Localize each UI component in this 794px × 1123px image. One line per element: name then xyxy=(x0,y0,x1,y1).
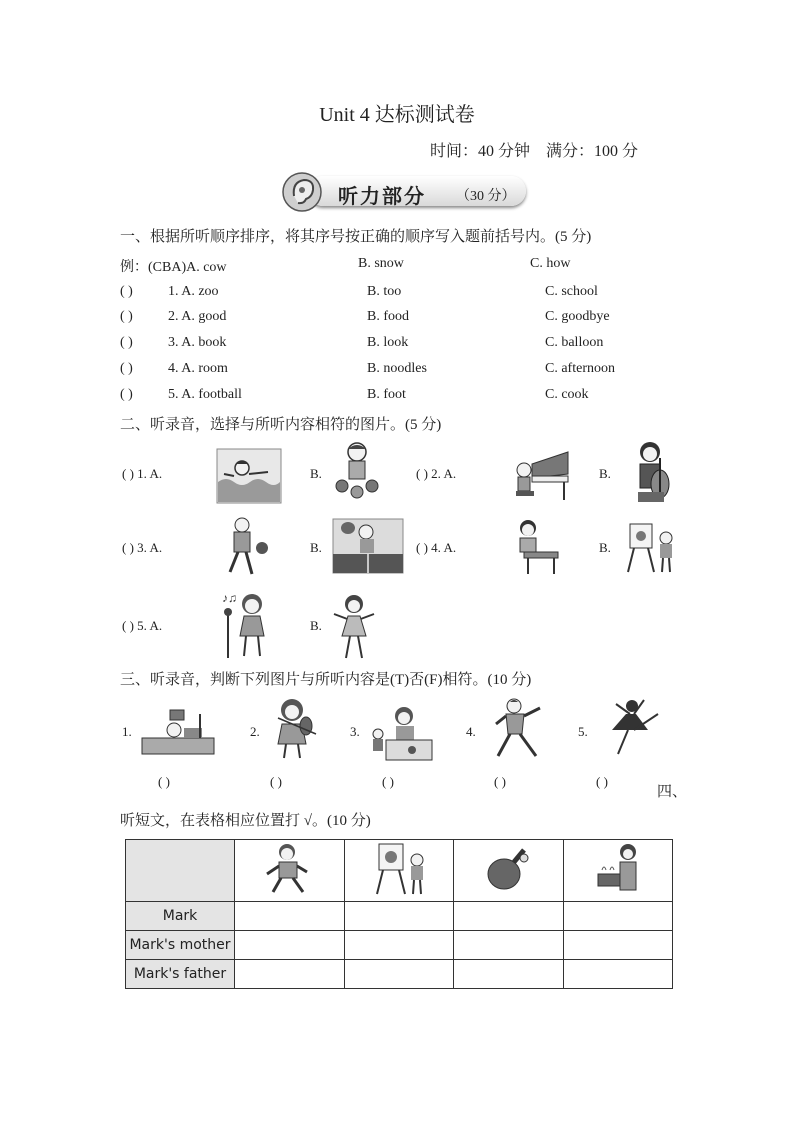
svg-text:♪♫: ♪♫ xyxy=(222,591,237,605)
basketball-picture[interactable] xyxy=(216,516,272,580)
table-cell[interactable] xyxy=(235,902,345,931)
listening-section-banner xyxy=(280,170,528,214)
table-corner xyxy=(126,840,235,902)
example-c: C. how xyxy=(530,256,571,271)
option-b: B. too xyxy=(367,284,402,299)
q4-label: ( ) 4. A. xyxy=(416,540,457,555)
kung-fu-icon xyxy=(235,840,343,896)
full-score: 满分：100 分 xyxy=(546,143,639,160)
q3-label: ( ) 3. A. xyxy=(122,540,163,555)
cooking-icon xyxy=(564,840,672,896)
q5-b-label: B. xyxy=(310,618,322,633)
q2-b-label: B. xyxy=(599,466,611,481)
option-a: 2. A. good xyxy=(168,309,227,324)
table-cell[interactable] xyxy=(235,960,345,989)
example-b: B. snow xyxy=(358,256,404,271)
header-cooking xyxy=(563,840,673,902)
time-limit: 时间：40 分钟 xyxy=(430,143,531,160)
option-b: B. food xyxy=(367,309,409,324)
answer-blank[interactable]: ( ) xyxy=(120,361,133,376)
ping-pong-paddle-icon xyxy=(454,840,562,896)
part1-instruction: 一、根据所听顺序排序，将其序号按正确的顺序写入题前括号内。(5 分) xyxy=(120,229,592,245)
singing-picture[interactable] xyxy=(218,588,274,660)
exam-meta xyxy=(430,138,638,161)
table-row xyxy=(126,931,673,960)
table-cell[interactable] xyxy=(344,902,454,931)
option-b: B. noodles xyxy=(367,361,427,376)
banner-label: 听力部分 xyxy=(338,184,426,208)
answer-blank[interactable]: ( ) xyxy=(120,284,133,299)
part4-instruction: 听短文，在表格相应位置打 √。(10 分) xyxy=(120,813,371,829)
option-c: C. balloon xyxy=(545,335,604,350)
option-a: 3. A. book xyxy=(168,335,227,350)
p3-number-2: 2. xyxy=(250,724,260,739)
table-tennis-picture[interactable] xyxy=(332,518,404,574)
cello-picture[interactable] xyxy=(630,440,674,506)
banner-points: （30 分） xyxy=(456,189,516,204)
boy-with-balls-picture[interactable] xyxy=(330,440,384,502)
example-a: 例：(CBA)A. cow xyxy=(120,260,227,275)
table-cell[interactable] xyxy=(563,960,673,989)
row-label-mark: Mark xyxy=(126,902,235,931)
header-ping-pong xyxy=(454,840,564,902)
teacher-picture[interactable] xyxy=(366,704,434,762)
q5-label: ( ) 5. A. xyxy=(122,618,163,633)
answer-table xyxy=(125,839,673,989)
table-row xyxy=(126,960,673,989)
part2-instruction: 二、听录音，选择与所听内容相符的图片。(5 分) xyxy=(120,417,442,433)
ear-icon xyxy=(280,170,326,214)
header-painting xyxy=(344,840,454,902)
q1-b-label: B. xyxy=(310,466,322,481)
header-kung-fu xyxy=(235,840,345,902)
option-c: C. school xyxy=(545,284,598,299)
answer-blank[interactable]: ( ) xyxy=(120,387,133,402)
reading-picture[interactable] xyxy=(510,518,560,576)
painting-picture[interactable] xyxy=(624,520,676,574)
dancing-picture[interactable] xyxy=(330,592,378,660)
p3-answer-2[interactable]: ( ) xyxy=(270,774,282,789)
q2-label: ( ) 2. A. xyxy=(416,466,457,481)
table-cell[interactable] xyxy=(344,960,454,989)
p3-answer-5[interactable]: ( ) xyxy=(596,774,608,789)
q1-label: ( ) 1. A. xyxy=(122,466,163,481)
q4-b-label: B. xyxy=(599,540,611,555)
kung-fu-picture[interactable] xyxy=(490,696,546,762)
option-b: B. foot xyxy=(367,387,406,402)
option-a: 4. A. room xyxy=(168,361,228,376)
answer-blank[interactable]: ( ) xyxy=(120,309,133,324)
table-cell[interactable] xyxy=(454,902,564,931)
reading-on-bed-picture[interactable] xyxy=(140,704,216,758)
option-c: C. goodbye xyxy=(545,309,610,324)
part4-number: 四、 xyxy=(657,784,688,800)
part3-instruction: 三、听录音，判断下列图片与所听内容是(T)否(F)相符。(10 分) xyxy=(120,672,532,688)
table-header-row xyxy=(126,840,673,902)
p3-number-5: 5. xyxy=(578,724,588,739)
page-title: Unit 4 达标测试卷 xyxy=(319,104,475,126)
option-a: 1. A. zoo xyxy=(168,284,219,299)
p3-number-1: 1. xyxy=(122,724,132,739)
row-label-marks-mother: Mark's mother xyxy=(126,931,235,960)
p3-number-4: 4. xyxy=(466,724,476,739)
table-row xyxy=(126,902,673,931)
option-c: C. afternoon xyxy=(545,361,615,376)
row-label-marks-father: Mark's father xyxy=(126,960,235,989)
p3-number-3: 3. xyxy=(350,724,360,739)
ballet-picture[interactable] xyxy=(596,696,662,756)
table-cell[interactable] xyxy=(454,960,564,989)
painting-icon xyxy=(345,840,453,896)
q3-b-label: B. xyxy=(310,540,322,555)
option-a: 5. A. football xyxy=(168,387,242,402)
p3-answer-3[interactable]: ( ) xyxy=(382,774,394,789)
option-c: C. cook xyxy=(545,387,589,402)
p3-answer-4[interactable]: ( ) xyxy=(494,774,506,789)
answer-blank[interactable]: ( ) xyxy=(120,335,133,350)
table-cell[interactable] xyxy=(563,902,673,931)
table-cell[interactable] xyxy=(235,931,345,960)
p3-answer-1[interactable]: ( ) xyxy=(158,774,170,789)
piano-picture[interactable] xyxy=(512,444,570,502)
table-cell[interactable] xyxy=(563,931,673,960)
table-cell[interactable] xyxy=(454,931,564,960)
table-cell[interactable] xyxy=(344,931,454,960)
option-b: B. look xyxy=(367,335,409,350)
violin-picture[interactable] xyxy=(268,696,320,760)
swimming-picture[interactable] xyxy=(216,448,282,504)
